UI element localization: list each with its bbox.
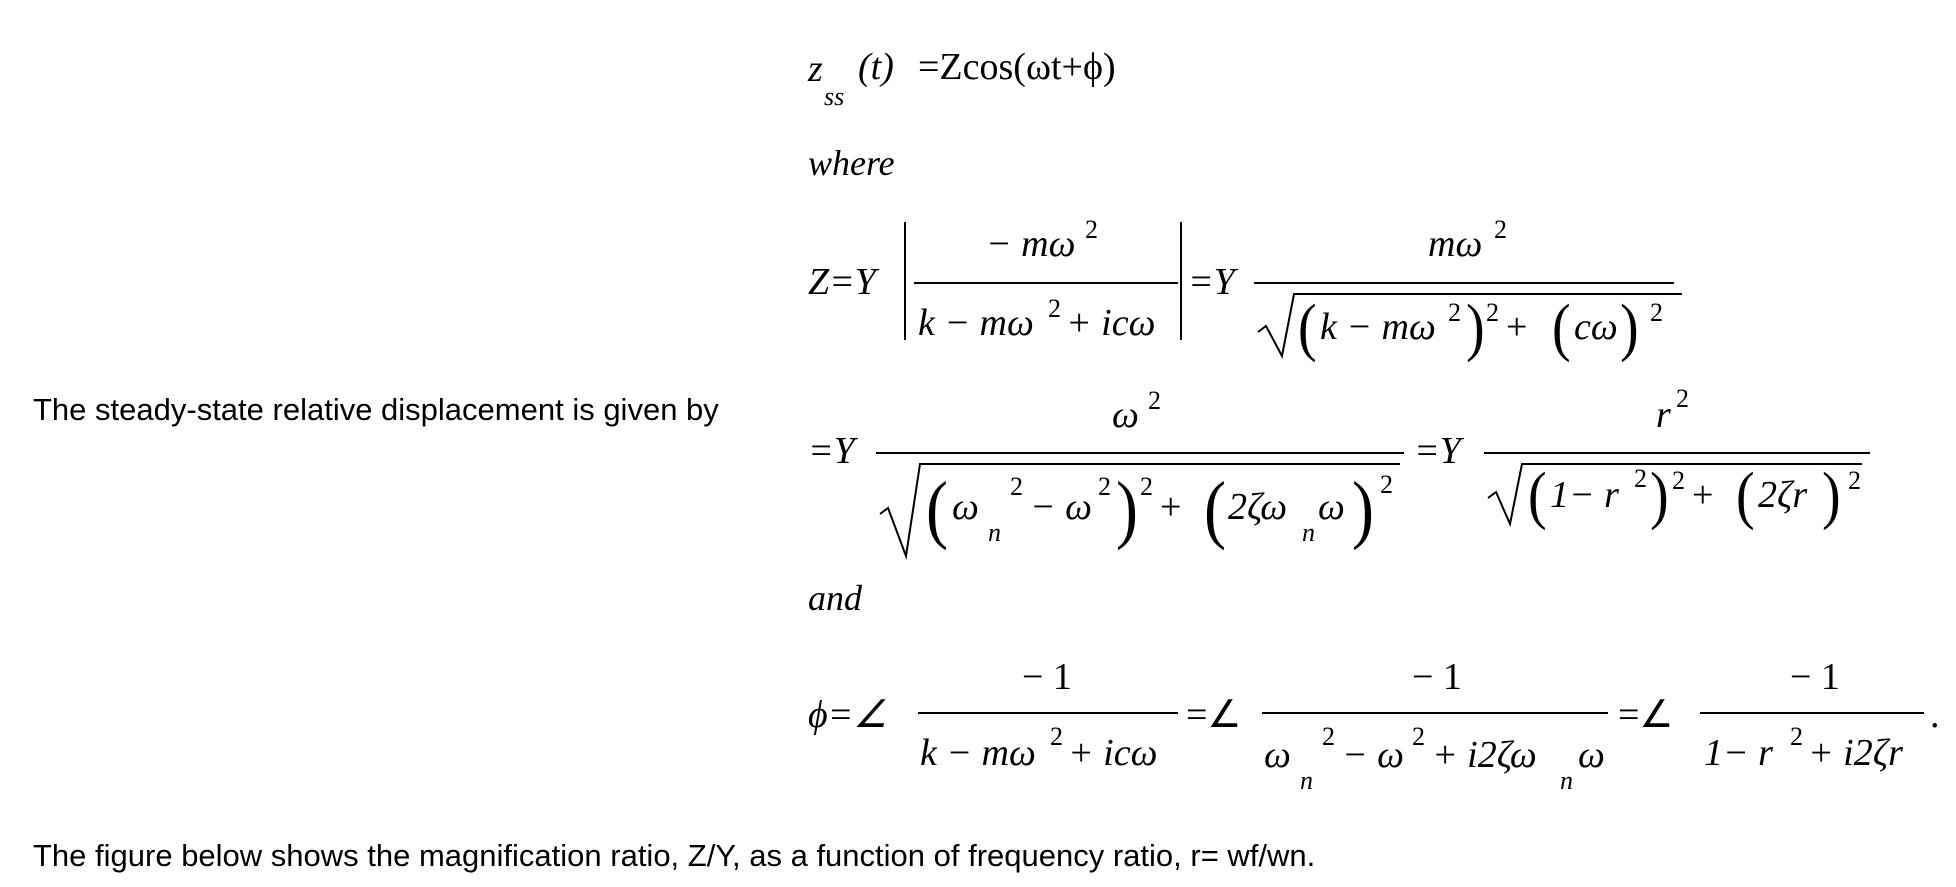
eq3-f1-rule bbox=[876, 452, 1404, 454]
eq2-f2-den-plus: + bbox=[1506, 306, 1528, 348]
eq3-eq2: =Y bbox=[1414, 430, 1461, 472]
eq3-f1-den-plus: + bbox=[1160, 486, 1182, 528]
eq4-lhs: ϕ=∠ bbox=[808, 694, 888, 736]
eq3-f1-den-minus: − ω bbox=[1030, 486, 1092, 528]
paren-close-2: ) bbox=[1822, 460, 1841, 532]
eq4-f1-num: − 1 bbox=[1022, 656, 1072, 698]
eq2-f2-den-sup-outer: 2 bbox=[1486, 298, 1499, 327]
paren-close-2: ) bbox=[1352, 467, 1374, 552]
eq4-f3-den-a: 1− r bbox=[1704, 732, 1773, 774]
eq3-f2-den-plus: + bbox=[1692, 474, 1714, 516]
eq2-f1-den-a: k − mω bbox=[918, 302, 1034, 344]
eq3-f1-num-sup: 2 bbox=[1148, 386, 1161, 415]
eq4-eq2: =∠ bbox=[1186, 694, 1242, 736]
eq3-f2-den-sup-a: 2 bbox=[1634, 464, 1647, 493]
eq4-f2-den-sub-n2: n bbox=[1560, 766, 1573, 795]
eq4-f1-den-sup: 2 bbox=[1050, 722, 1063, 751]
eq3-f2-rule bbox=[1484, 452, 1870, 454]
eq3-f1-den-sub-n: n bbox=[988, 518, 1001, 547]
eq4-eq3: =∠ bbox=[1618, 694, 1674, 736]
eq2-f2-den-sup-b: 2 bbox=[1650, 298, 1663, 327]
paren-open: ( bbox=[1528, 460, 1547, 532]
eq4-f2-den-sub-n1: n bbox=[1300, 766, 1313, 795]
eq3-f1-num: ω bbox=[1112, 394, 1139, 436]
eq4-f1-den-a: k − mω bbox=[920, 732, 1036, 774]
paren-open-2: ( bbox=[1736, 460, 1755, 532]
eq4-f3-den-b: + i2ζr bbox=[1808, 732, 1903, 774]
eq2-f2-rule bbox=[1254, 282, 1674, 284]
eq4-f3-num: − 1 bbox=[1790, 656, 1840, 698]
eq3-f1-den-w2: ω bbox=[1318, 486, 1345, 528]
eq3-f1-den-sup-2d: 2 bbox=[1380, 470, 1393, 499]
eq3-lhs: =Y bbox=[808, 430, 855, 472]
eq1-arg: (t) bbox=[858, 46, 894, 88]
eq2-lhs: Z=Y bbox=[808, 261, 876, 303]
eq4-period: . bbox=[1930, 694, 1940, 736]
eq2-f1-num-sup: 2 bbox=[1085, 215, 1098, 244]
eq3-f2-num-sup: 2 bbox=[1676, 384, 1689, 413]
paren-open: ( bbox=[926, 467, 948, 552]
eq1-z: z bbox=[808, 48, 823, 90]
figure-caption: The figure below shows the magnification ratio, Z/Y, as a function of frequency ratio, r= wf/wn. bbox=[33, 838, 1316, 873]
paren-open-2: ( bbox=[1552, 292, 1571, 364]
eq4-f2-den-d: ω bbox=[1578, 734, 1605, 776]
eq3-f1-den-sub-n2: n bbox=[1302, 518, 1315, 547]
eq4-f2-num: − 1 bbox=[1412, 656, 1462, 698]
eq2-f2-num-sup: 2 bbox=[1494, 215, 1507, 244]
eq2-f2-num: mω bbox=[1428, 223, 1483, 265]
paren-close: ) bbox=[1650, 460, 1669, 532]
eq4-f2-den-a: ω bbox=[1264, 734, 1291, 776]
eq3-f1-den-sup-2a: 2 bbox=[1010, 472, 1023, 501]
eq4-f1-rule bbox=[918, 712, 1178, 714]
eq2-f2-den-sup-inner: 2 bbox=[1448, 298, 1461, 327]
paren-open: ( bbox=[1298, 292, 1317, 364]
eq1-rhs: =Zcos(ωt+ϕ) bbox=[918, 46, 1116, 88]
eq4-f3-den-sup: 2 bbox=[1790, 722, 1803, 751]
eq3-f2-den-sup-c: 2 bbox=[1848, 466, 1861, 495]
eq4-f2-den-c: + i2ζω bbox=[1432, 734, 1537, 776]
eq3-f2-den-c: 2ζr bbox=[1758, 474, 1808, 516]
eq4-f2-den-b: − ω bbox=[1342, 734, 1404, 776]
eq1-sub-ss: ss bbox=[824, 82, 845, 111]
eq4-f2-den-sup-a: 2 bbox=[1322, 722, 1335, 751]
eq3-f2-den-a: 1− r bbox=[1550, 474, 1619, 516]
eq4-f2-den-sup-b: 2 bbox=[1412, 722, 1425, 751]
eq2-f2-den-a: k − mω bbox=[1320, 306, 1436, 348]
eq3-f1-den-w: ω bbox=[952, 486, 979, 528]
eq4-f3-rule bbox=[1700, 712, 1924, 714]
eq3-f1-den-sup-2b: 2 bbox=[1098, 472, 1111, 501]
word-where: where bbox=[808, 143, 895, 183]
eq2-f1-num: − mω bbox=[986, 223, 1076, 265]
eq4-f1-den-b: + icω bbox=[1068, 732, 1158, 774]
eq2-f1-den-sup: 2 bbox=[1048, 294, 1061, 323]
paren-close: ) bbox=[1116, 467, 1138, 552]
paren-open-2: ( bbox=[1204, 467, 1226, 552]
eq4-f2-rule bbox=[1262, 712, 1608, 714]
eq2-f1-den-b: + icω bbox=[1066, 302, 1156, 344]
paren-close: ) bbox=[1466, 292, 1485, 364]
eq3-f1-den-term: 2ζω bbox=[1228, 486, 1288, 528]
eq2-eq2: =Y bbox=[1188, 261, 1235, 303]
abs-bar-left bbox=[904, 222, 906, 340]
abs-bar-right bbox=[1180, 222, 1182, 340]
intro-text: The steady-state relative displacement is given by bbox=[33, 392, 719, 427]
paren-close-2: ) bbox=[1620, 292, 1639, 364]
eq2-f1-rule bbox=[914, 282, 1178, 284]
word-and: and bbox=[808, 578, 862, 618]
eq3-f2-num: r bbox=[1656, 394, 1671, 436]
eq3-f2-den-sup-b: 2 bbox=[1672, 466, 1685, 495]
eq2-f2-den-b: cω bbox=[1574, 306, 1618, 348]
eq3-f1-den-sup-2c: 2 bbox=[1140, 472, 1153, 501]
